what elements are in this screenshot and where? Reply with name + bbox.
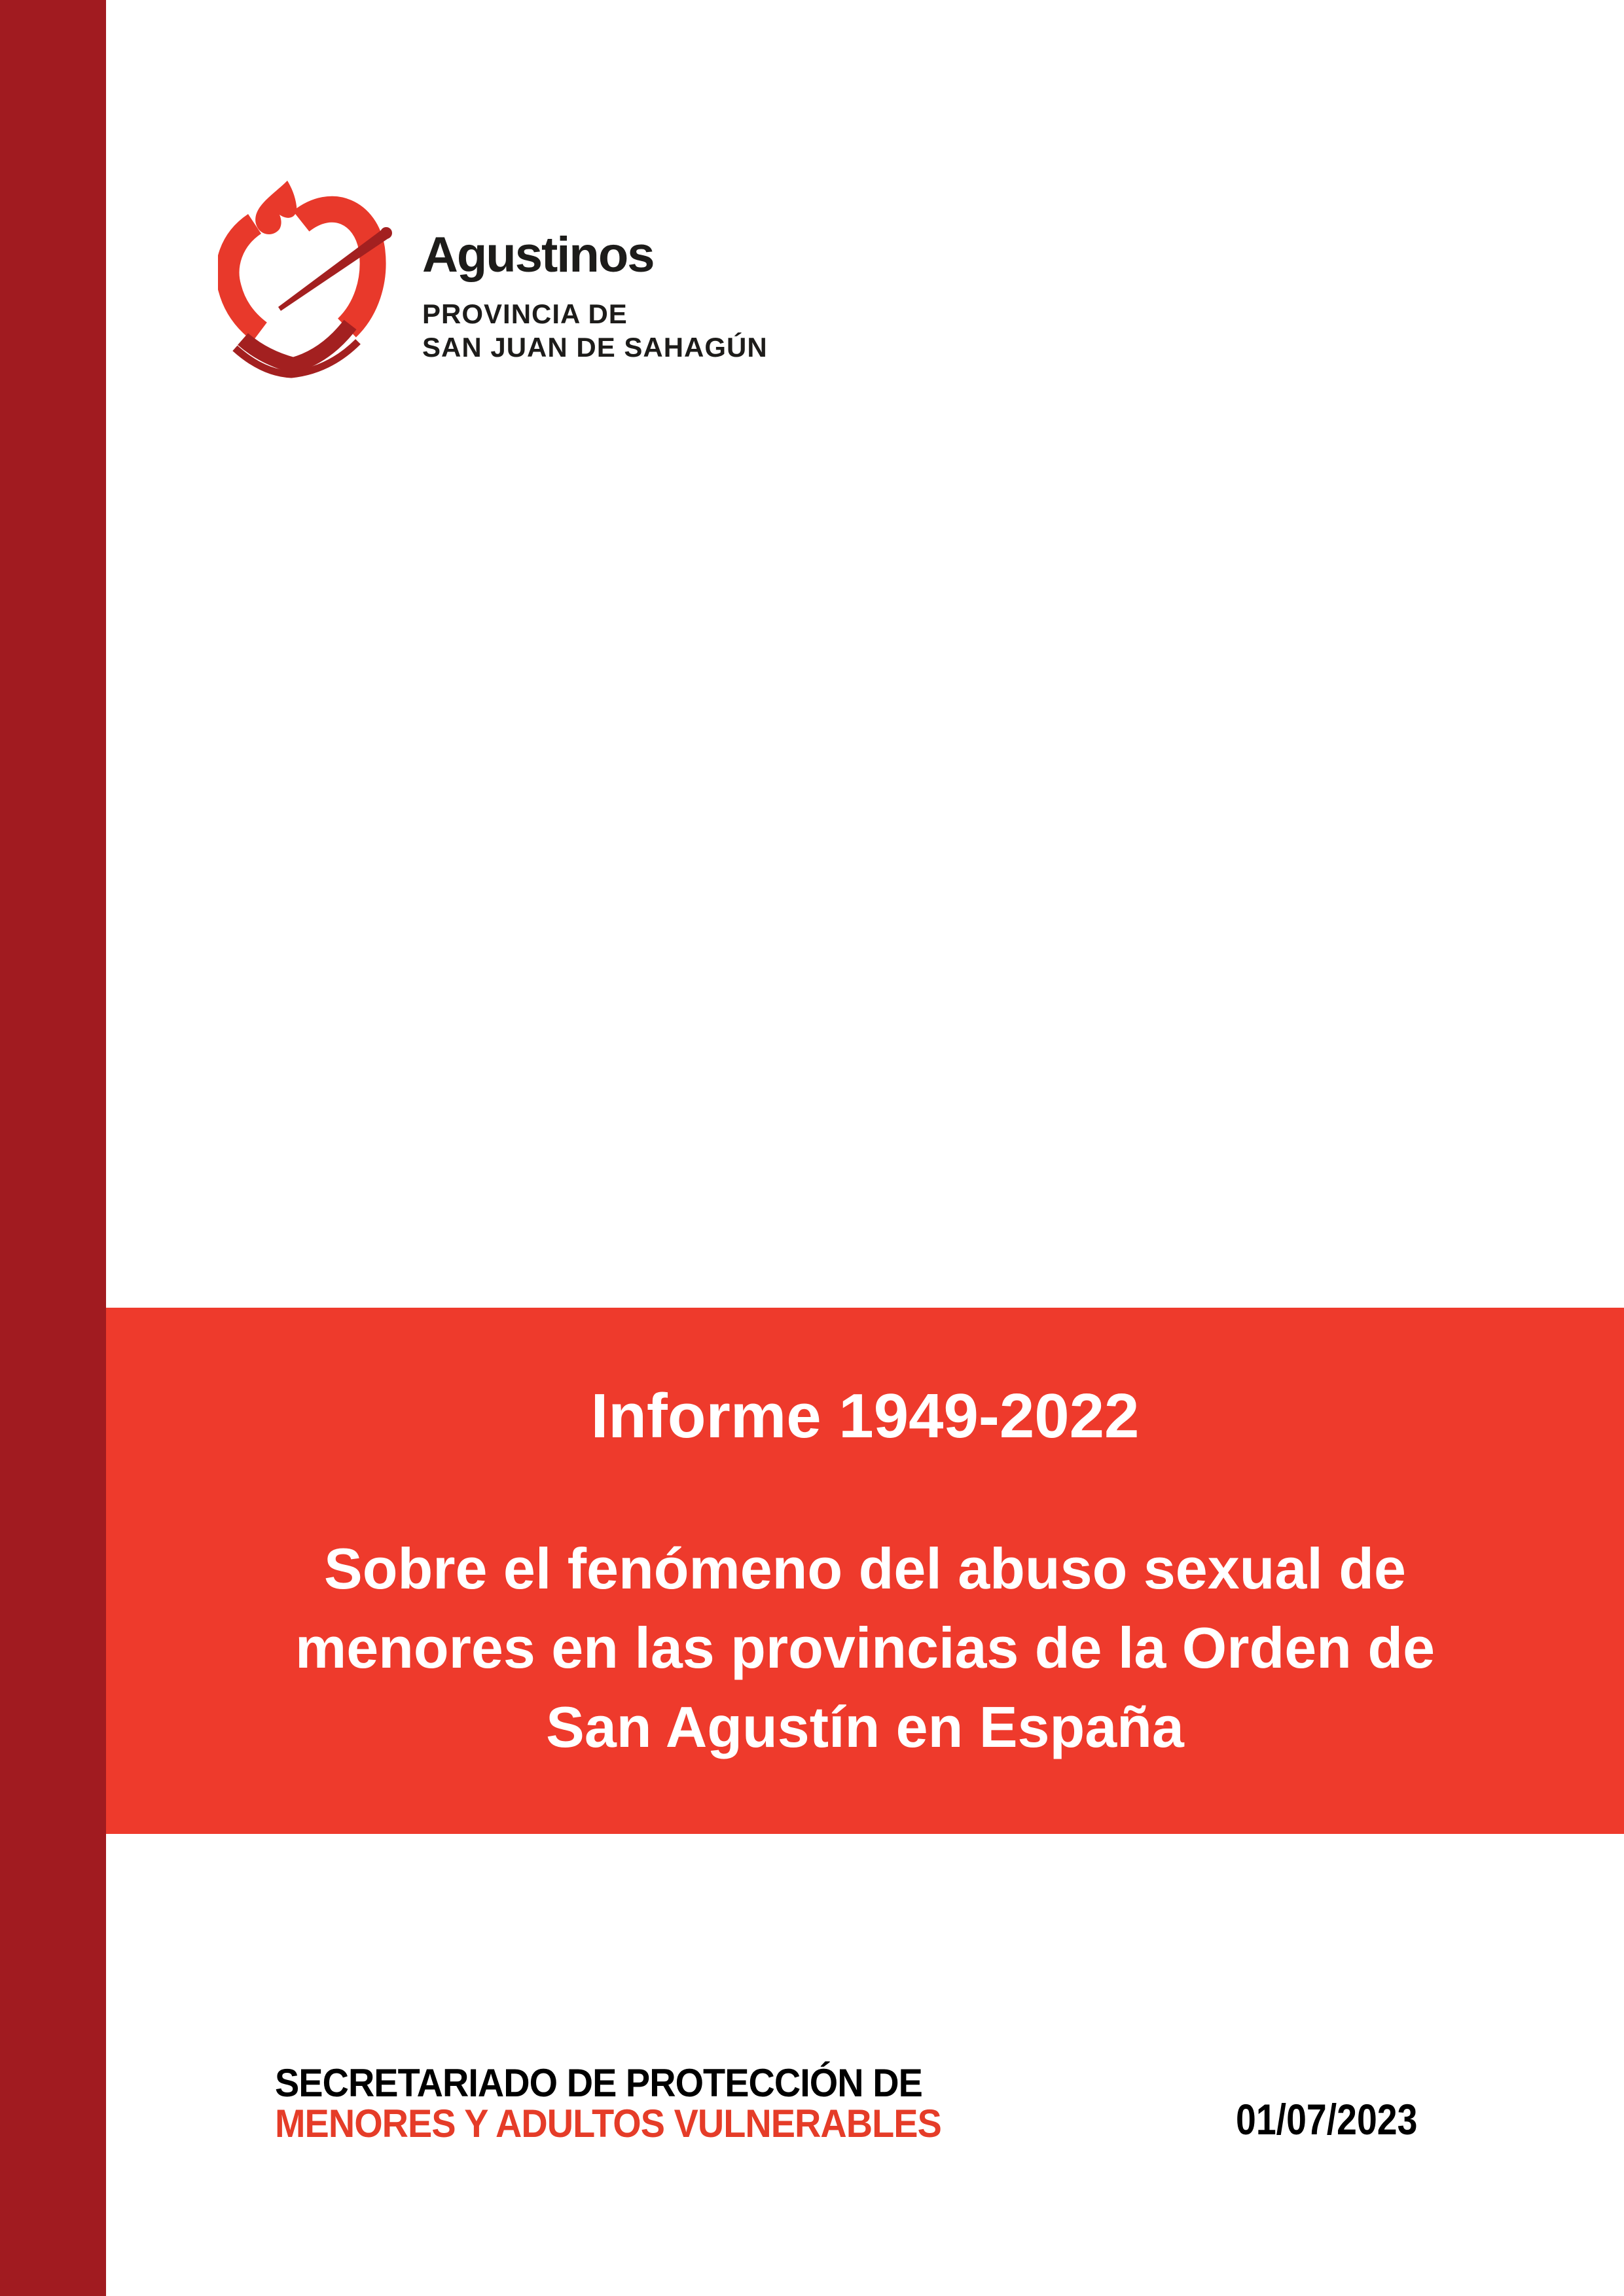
report-subtitle-line3: San Agustín en España <box>546 1695 1184 1759</box>
logo-province-line1: PROVINCIA DE <box>422 298 628 329</box>
report-subtitle-line1: Sobre el fenómeno del abuso sexual de <box>324 1536 1406 1601</box>
secretariat-block <box>275 2063 941 2144</box>
logo-province-line2: SAN JUAN DE SAHAGÚN <box>422 332 768 363</box>
report-title: Informe 1949-2022 <box>590 1381 1140 1451</box>
report-subtitle-line2: menores en las provincias de la Orden de <box>295 1615 1435 1680</box>
logo-brand-name: Agustinos <box>422 227 654 283</box>
report-date: 01/07/2023 <box>1236 2095 1418 2144</box>
report-subtitle <box>106 1529 1624 1767</box>
left-accent-stripe <box>0 0 106 2296</box>
secretariat-line1: SECRETARIADO DE PROTECCIÓN DE <box>275 2061 922 2105</box>
logo-text-block <box>422 227 768 364</box>
arrow-head <box>380 227 392 239</box>
agustinos-logo <box>218 177 781 380</box>
secretariat-line2: MENORES Y ADULTOS VULNERABLES <box>275 2102 941 2145</box>
heart-left-lobe <box>228 224 260 332</box>
heart-flame-arrow-icon <box>218 177 395 380</box>
flame-shape <box>255 181 297 234</box>
logo-province-lines <box>422 297 768 364</box>
title-banner <box>106 1308 1624 1834</box>
